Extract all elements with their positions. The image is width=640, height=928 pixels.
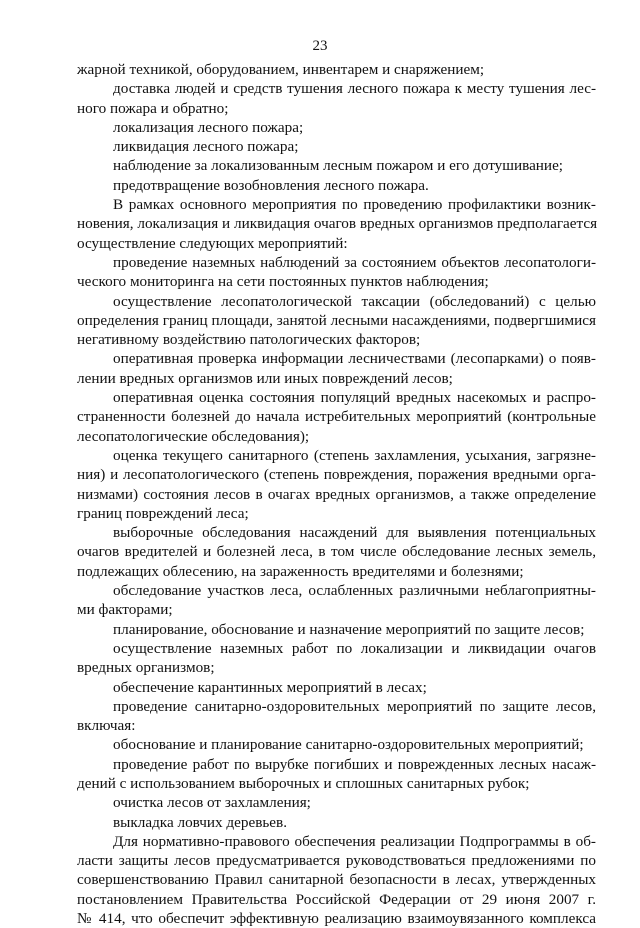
text-line: проведение санитарно-оздоровительных мероприятий по защите лесов, bbox=[113, 697, 596, 715]
text-line: осуществление лесопатологической таксации (обследований) с целью bbox=[113, 292, 596, 310]
text-line: проведение наземных наблюдений за состоянием объектов лесопатологи- bbox=[113, 253, 596, 271]
text-line: ласти защиты лесов предусматривается руководствоваться предложениями по bbox=[77, 852, 596, 870]
text-line: проведение работ по вырубке погибших и поврежденных лесных насаж- bbox=[113, 755, 596, 773]
text-line: совершенствованию Правил санитарной безопасности в лесах, утвержденных bbox=[77, 871, 596, 889]
text-line: постановлением Правительства Российской Федерации от 29 июня 2007 г. bbox=[77, 890, 596, 908]
text-line: выкладка ловчих деревьев. bbox=[113, 813, 288, 831]
text-line: № 414, что обеспечит эффективную реализацию взаимоувязанного комплекса bbox=[77, 910, 596, 928]
text-line: ликвидация лесного пожара; bbox=[113, 138, 299, 156]
text-line: ния) и лесопатологического (степень повреждения, поражения вредными орга- bbox=[77, 466, 596, 484]
text-line: включая: bbox=[77, 717, 136, 735]
text-line: низмами) состояния лесов в очагах вредных организмов, а также определение bbox=[77, 485, 596, 503]
text-line: В рамках основного мероприятия по проведению профилактики возник- bbox=[113, 196, 596, 214]
text-line: наблюдение за локализованным лесным пожаром и его дотушивание; bbox=[113, 157, 564, 175]
text-line: обеспечение карантинных мероприятий в лесах; bbox=[113, 678, 427, 696]
text-line: Для нормативно-правового обеспечения реализации Подпрограммы в об- bbox=[113, 832, 596, 850]
text-line: границ повреждений леса; bbox=[77, 504, 249, 522]
text-line: выборочные обследования насаждений для выявления потенциальных bbox=[113, 524, 596, 542]
text-line: предотвращение возобновления лесного пожара. bbox=[113, 176, 429, 194]
text-line: осуществление наземных работ по локализации и ликвидации очагов bbox=[113, 639, 596, 657]
text-line: негативному воздействию патологических факторов; bbox=[77, 331, 421, 349]
text-line: новения, локализация и ликвидация очагов вредных организмов предполагается bbox=[77, 215, 598, 233]
text-line: страненности болезней до начала истребительных мероприятий (контрольные bbox=[77, 408, 596, 426]
text-line: подлежащих облесению, на зараженность вредителями и болезнями; bbox=[77, 562, 524, 580]
text-line: оперативная оценка состояния популяций вредных насекомых и распро- bbox=[113, 389, 596, 407]
text-line: ми факторами; bbox=[77, 601, 173, 619]
text-line: дений с использованием выборочных и сплошных санитарных рубок; bbox=[77, 774, 530, 792]
text-line: доставка людей и средств тушения лесного пожара к месту тушения лес- bbox=[113, 80, 596, 98]
text-line: лении вредных организмов или иных повреждений лесов; bbox=[77, 369, 453, 387]
text-line: вредных организмов; bbox=[77, 659, 215, 677]
text-line: ного пожара и обратно; bbox=[77, 99, 229, 117]
text-line: осуществление следующих мероприятий: bbox=[77, 234, 348, 252]
page-number: 23 bbox=[312, 38, 328, 54]
text-line: очистка лесов от захламления; bbox=[113, 794, 311, 812]
text-line: оценка текущего санитарного (степень захламления, усыхания, загрязне- bbox=[113, 446, 596, 464]
text-line: ческого мониторинга на сети постоянных пунктов наблюдения; bbox=[77, 273, 489, 291]
text-line: планирование, обоснование и назначение мероприятий по защите лесов; bbox=[113, 620, 585, 638]
text-line: лесопатологические обследования); bbox=[77, 427, 310, 445]
text-line: определения границ площади, занятой лесными насаждениями, подвергшимися bbox=[77, 311, 596, 329]
text-line: локализация лесного пожара; bbox=[113, 118, 304, 136]
text-line: жарной техникой, оборудованием, инвентарем и снаряжением; bbox=[77, 61, 485, 78]
text-line: очагов вредителей и болезней леса, в том числе обследование лесных земель, bbox=[77, 543, 596, 561]
text-line: обоснование и планирование санитарно-оздоровительных мероприятий; bbox=[113, 736, 584, 754]
document-body bbox=[77, 60, 596, 928]
text-line: оперативная проверка информации лесничествами (лесопарками) о появ- bbox=[113, 350, 596, 368]
text-line: обследование участков леса, ослабленных различными неблагоприятны- bbox=[113, 582, 596, 600]
